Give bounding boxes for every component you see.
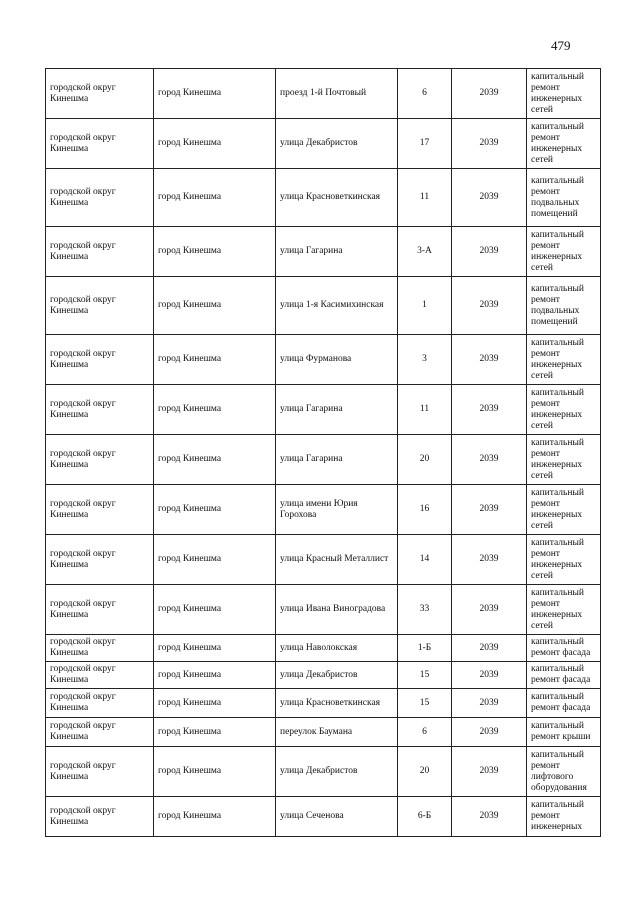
table-row xyxy=(46,718,601,747)
house-number-cell: 17 xyxy=(398,119,452,169)
house-number-cell: 15 xyxy=(398,689,452,718)
street-cell: улица Красноветкинская xyxy=(276,689,398,718)
street-cell: улица имени Юрия Горохова xyxy=(276,485,398,535)
locality-cell: город Кинешма xyxy=(154,485,276,535)
work-type-cell: капитальный ремонт подвальных помещений xyxy=(527,169,601,227)
street-cell: переулок Баумана xyxy=(276,718,398,747)
street-cell: улица Гагарина xyxy=(276,385,398,435)
house-number-cell: 20 xyxy=(398,435,452,485)
street-cell: улица Красноветкинская xyxy=(276,169,398,227)
table-row xyxy=(46,585,601,635)
municipality-cell: городской округ Кинешма xyxy=(46,169,154,227)
year-cell: 2039 xyxy=(452,385,527,435)
house-number-cell: 33 xyxy=(398,585,452,635)
municipality-cell: городской округ Кинешма xyxy=(46,747,154,797)
municipality-cell: городской округ Кинешма xyxy=(46,227,154,277)
year-cell: 2039 xyxy=(452,662,527,689)
locality-cell: город Кинешма xyxy=(154,747,276,797)
year-cell: 2039 xyxy=(452,718,527,747)
table-body xyxy=(46,69,601,837)
table-row xyxy=(46,335,601,385)
work-type-cell: капитальный ремонт инженерных сетей xyxy=(527,227,601,277)
year-cell: 2039 xyxy=(452,689,527,718)
locality-cell: город Кинешма xyxy=(154,797,276,837)
locality-cell: город Кинешма xyxy=(154,277,276,335)
house-number-cell: 6-Б xyxy=(398,797,452,837)
locality-cell: город Кинешма xyxy=(154,535,276,585)
locality-cell: город Кинешма xyxy=(154,662,276,689)
work-type-cell: капитальный ремонт инженерных xyxy=(527,797,601,837)
housing-repair-table xyxy=(45,68,601,837)
year-cell: 2039 xyxy=(452,635,527,662)
municipality-cell: городской округ Кинешма xyxy=(46,797,154,837)
table-row xyxy=(46,485,601,535)
work-type-cell: капитальный ремонт фасада xyxy=(527,635,601,662)
locality-cell: город Кинешма xyxy=(154,169,276,227)
year-cell: 2039 xyxy=(452,797,527,837)
work-type-cell: капитальный ремонт фасада xyxy=(527,689,601,718)
locality-cell: город Кинешма xyxy=(154,689,276,718)
table-row xyxy=(46,797,601,837)
work-type-cell: капитальный ремонт инженерных сетей xyxy=(527,585,601,635)
locality-cell: город Кинешма xyxy=(154,119,276,169)
year-cell: 2039 xyxy=(452,169,527,227)
house-number-cell: 3-А xyxy=(398,227,452,277)
year-cell: 2039 xyxy=(452,69,527,119)
street-cell: улица Декабристов xyxy=(276,662,398,689)
work-type-cell: капитальный ремонт лифтового оборудования xyxy=(527,747,601,797)
work-type-cell: капитальный ремонт инженерных сетей xyxy=(527,485,601,535)
street-cell: улица Наволокская xyxy=(276,635,398,662)
street-cell: улица Декабристов xyxy=(276,747,398,797)
year-cell: 2039 xyxy=(452,335,527,385)
locality-cell: город Кинешма xyxy=(154,385,276,435)
table-row xyxy=(46,689,601,718)
street-cell: улица Сеченова xyxy=(276,797,398,837)
table-row xyxy=(46,119,601,169)
work-type-cell: капитальный ремонт инженерных сетей xyxy=(527,385,601,435)
municipality-cell: городской округ Кинешма xyxy=(46,277,154,335)
locality-cell: город Кинешма xyxy=(154,335,276,385)
table-row xyxy=(46,169,601,227)
table-row xyxy=(46,435,601,485)
locality-cell: город Кинешма xyxy=(154,69,276,119)
municipality-cell: городской округ Кинешма xyxy=(46,718,154,747)
street-cell: улица Красный Металлист xyxy=(276,535,398,585)
year-cell: 2039 xyxy=(452,485,527,535)
table-row xyxy=(46,69,601,119)
work-type-cell: капитальный ремонт фасада xyxy=(527,662,601,689)
year-cell: 2039 xyxy=(452,277,527,335)
street-cell: улица 1-я Касимихинская xyxy=(276,277,398,335)
table-row xyxy=(46,747,601,797)
municipality-cell: городской округ Кинешма xyxy=(46,485,154,535)
street-cell: улица Гагарина xyxy=(276,435,398,485)
work-type-cell: капитальный ремонт инженерных сетей xyxy=(527,535,601,585)
house-number-cell: 1-Б xyxy=(398,635,452,662)
street-cell: улица Декабристов xyxy=(276,119,398,169)
house-number-cell: 11 xyxy=(398,385,452,435)
municipality-cell: городской округ Кинешма xyxy=(46,535,154,585)
municipality-cell: городской округ Кинешма xyxy=(46,385,154,435)
house-number-cell: 6 xyxy=(398,69,452,119)
year-cell: 2039 xyxy=(452,119,527,169)
locality-cell: город Кинешма xyxy=(154,585,276,635)
locality-cell: город Кинешма xyxy=(154,635,276,662)
table-row xyxy=(46,385,601,435)
municipality-cell: городской округ Кинешма xyxy=(46,335,154,385)
street-cell: проезд 1-й Почтовый xyxy=(276,69,398,119)
municipality-cell: городской округ Кинешма xyxy=(46,635,154,662)
street-cell: улица Гагарина xyxy=(276,227,398,277)
locality-cell: город Кинешма xyxy=(154,435,276,485)
work-type-cell: капитальный ремонт подвальных помещений xyxy=(527,277,601,335)
street-cell: улица Фурманова xyxy=(276,335,398,385)
municipality-cell: городской округ Кинешма xyxy=(46,119,154,169)
locality-cell: город Кинешма xyxy=(154,227,276,277)
table-row xyxy=(46,635,601,662)
work-type-cell: капитальный ремонт инженерных сетей xyxy=(527,69,601,119)
table-row xyxy=(46,227,601,277)
house-number-cell: 11 xyxy=(398,169,452,227)
year-cell: 2039 xyxy=(452,747,527,797)
work-type-cell: капитальный ремонт инженерных сетей xyxy=(527,435,601,485)
locality-cell: город Кинешма xyxy=(154,718,276,747)
year-cell: 2039 xyxy=(452,227,527,277)
municipality-cell: городской округ Кинешма xyxy=(46,585,154,635)
municipality-cell: городской округ Кинешма xyxy=(46,69,154,119)
table-row xyxy=(46,535,601,585)
work-type-cell: капитальный ремонт крыши xyxy=(527,718,601,747)
municipality-cell: городской округ Кинешма xyxy=(46,689,154,718)
street-cell: улица Ивана Виноградова xyxy=(276,585,398,635)
house-number-cell: 1 xyxy=(398,277,452,335)
table-row xyxy=(46,277,601,335)
table-row xyxy=(46,662,601,689)
municipality-cell: городской округ Кинешма xyxy=(46,662,154,689)
house-number-cell: 6 xyxy=(398,718,452,747)
house-number-cell: 14 xyxy=(398,535,452,585)
year-cell: 2039 xyxy=(452,435,527,485)
year-cell: 2039 xyxy=(452,585,527,635)
house-number-cell: 15 xyxy=(398,662,452,689)
work-type-cell: капитальный ремонт инженерных сетей xyxy=(527,335,601,385)
municipality-cell: городской округ Кинешма xyxy=(46,435,154,485)
year-cell: 2039 xyxy=(452,535,527,585)
house-number-cell: 16 xyxy=(398,485,452,535)
house-number-cell: 20 xyxy=(398,747,452,797)
house-number-cell: 3 xyxy=(398,335,452,385)
page-number: 479 xyxy=(551,38,571,53)
work-type-cell: капитальный ремонт инженерных сетей xyxy=(527,119,601,169)
